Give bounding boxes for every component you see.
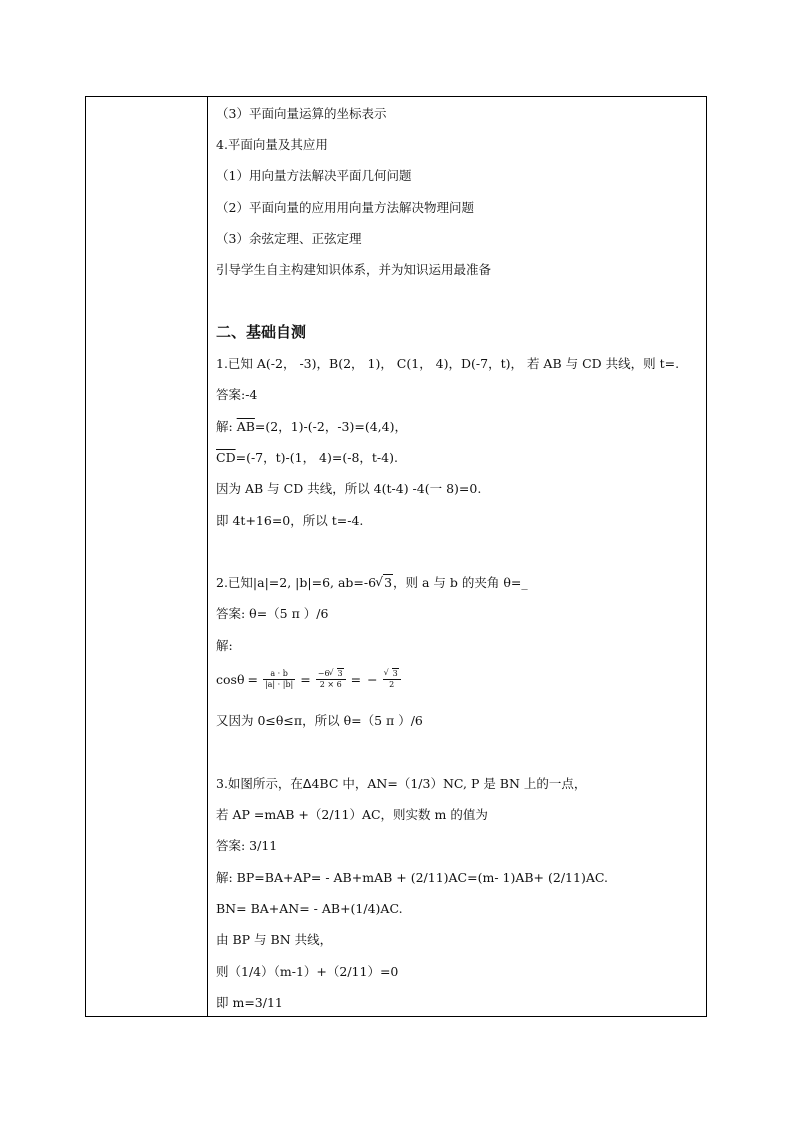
solution-line <box>216 450 398 466</box>
question-3-continued: 若 AP =mAB +（2/11）AC，则实数 m 的值为 <box>216 807 488 822</box>
solution-line: BN= BA+AN= - AB+(1/4)AC. <box>216 901 403 916</box>
solution-line: 即 4t+16=0，所以 t=-4. <box>216 513 364 528</box>
text-line: （2）平面向量的应用用向量方法解决物理问题 <box>216 200 474 215</box>
solution-text: =(-7，t)-(1， 4)=(-8，t-4). <box>235 450 398 465</box>
solution-line: 即 m=3/11 <box>216 995 283 1010</box>
vector-cd: $\overline{CD}$ <box>216 450 236 465</box>
solution-text: =(2，1)-(-2，-3)=(4,4)， <box>254 419 407 434</box>
question-1: 1.已知 A(-2， -3)，B(2， 1)， C(1， 4)，D(-7，t)， 若 AB 与 CD 共线，则 t=. <box>216 356 680 371</box>
cosine-formula: cosθ = $\frac{a \cdot b}{|a| \cdot |b|}$ = $\frac{-6 √ 3}{2 \times 6}$ = − √ $\frac{3}{2}$ <box>216 669 403 690</box>
solution-line: 解: BP=BA+AP= - AB+mAB + (2/11)AC=(m- 1)AB+ (2/11)AC. <box>216 870 608 885</box>
text-line: （3）平面向量运算的坐标表示 <box>216 106 387 121</box>
fraction: √ $\frac{3}{2}$ <box>383 669 401 690</box>
solution-label: 解: <box>216 638 233 653</box>
section-title: 二、基础自测 <box>216 323 307 341</box>
solution-line: 则（1/4）（m-1）+（2/11）=0 <box>216 964 399 979</box>
answer-2: 答案: θ=（5 π ）/6 <box>216 606 329 621</box>
fraction: $\frac{-6 √ 3}{2 \times 6}$ <box>316 669 346 690</box>
table-right-cell <box>208 97 706 1016</box>
table-left-cell <box>86 97 208 1016</box>
solution-prefix: 解: <box>216 419 237 434</box>
text-line: （1）用向量方法解决平面几何问题 <box>216 168 412 183</box>
solution-line: 由 BP 与 BN 共线， <box>216 932 333 947</box>
answer-1: 答案:-4 <box>216 387 258 402</box>
question-3: 3.如图所示，在ᐃ4BC 中，AN=（1/3）NC, P 是 BN 上的一点， <box>216 776 587 791</box>
text-line: 4.平面向量及其应用 <box>216 137 328 152</box>
vector-ab: $\overline{AB}$ <box>236 419 255 434</box>
solution-line <box>216 419 407 435</box>
text-line: （3）余弦定理、正弦定理 <box>216 231 362 246</box>
solution-line: 因为 AB 与 CD 共线，所以 4(t-4) -4(一 8)=0. <box>216 481 482 496</box>
solution-line: 又因为 0≤θ≤π，所以 θ=（5 π ）/6 <box>216 713 423 728</box>
fraction: $\frac{a \cdot b}{|a| \cdot |b|}$ <box>264 669 294 689</box>
question-2: 2.已知|a|=2, |b|=6, ab=-6 √ 3，则 a 与 b 的夹角 θ=_ <box>216 575 528 591</box>
text-line: 引导学生自主构建知识体系，并为知识运用最准备 <box>216 262 492 277</box>
sqrt-symbol: √ 3 <box>376 575 393 591</box>
formula-lhs: cosθ <box>216 671 245 687</box>
content-table <box>85 96 707 1017</box>
answer-3: 答案: 3/11 <box>216 838 278 853</box>
